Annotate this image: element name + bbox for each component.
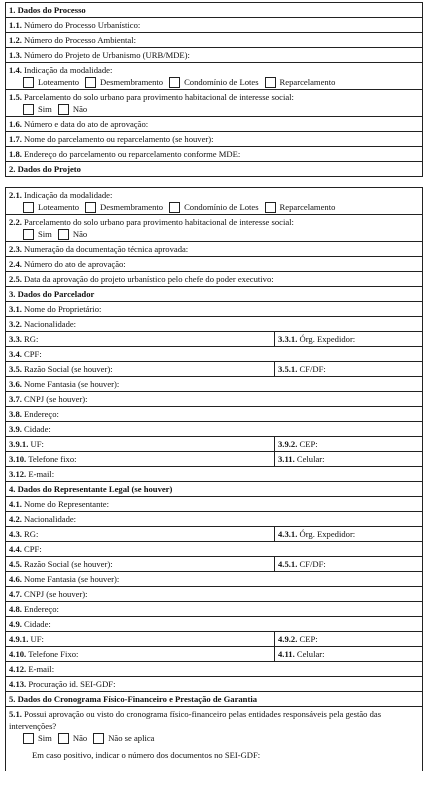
option-sim[interactable]: Sim [23,228,52,240]
checkbox[interactable] [85,77,96,88]
checkbox[interactable] [265,77,276,88]
field-3-9-1[interactable]: 3.9.1. UF: [6,437,275,451]
row-3-3 [6,332,422,347]
checkbox[interactable] [58,733,69,744]
field-2-1: 2.1. Indicação da modalidade: Loteamento Desmembramento Condomínio de Lotes Reparcelamento [6,188,422,215]
row-3-5 [6,362,422,377]
row-4-5 [6,557,422,572]
field-4-7[interactable]: 4.7. CNPJ (se houver): [6,587,422,602]
option-condominio-de-lotes[interactable]: Condomínio de Lotes [169,201,258,213]
option-loteamento[interactable]: Loteamento [23,76,79,88]
section-2 [5,187,423,771]
section-4-title: 4. Dados do Representante Legal (se houver) [6,482,422,497]
field-4-8[interactable]: 4.8. Endereço: [6,602,422,617]
field-4-11[interactable]: 4.11. Celular: [278,649,325,659]
option-nao[interactable]: Não [58,103,87,115]
option-sim[interactable]: Sim [23,103,52,115]
field-4-5-1[interactable]: 4.5.1. CF/DF: [278,559,326,569]
field-3-10[interactable]: 3.10. Telefone fixo: [6,452,275,466]
field-3-4[interactable]: 3.4. CPF: [6,347,422,362]
field-3-3-1[interactable]: 3.3.1. Órg. Expedidor: [278,334,356,344]
field-3-11[interactable]: 3.11. Celular: [278,454,325,464]
option-nao[interactable]: Não [58,228,87,240]
field-1-4: 1.4. Indicação da modalidade: Loteamento Desmembramento Condomínio de Lotes Reparcelamento [6,63,422,90]
option-nao-se-aplica[interactable]: Não se aplica [93,732,154,744]
checkbox[interactable] [93,733,104,744]
checkbox[interactable] [23,229,34,240]
option-desmembramento[interactable]: Desmembramento [85,76,163,88]
field-3-9-2[interactable]: 3.9.2. CEP: [278,439,318,449]
row-4-3 [6,527,422,542]
field-3-3[interactable]: 3.3. RG: [6,332,275,346]
section-5-title: 5. Dados do Cronograma Físico-Financeiro e Prestação de Garantia [6,692,422,707]
section-1 [5,2,423,177]
field-3-5-1[interactable]: 3.5.1. CF/DF: [278,364,326,374]
field-4-1[interactable]: 4.1. Nome do Representante: [6,497,422,512]
field-3-8[interactable]: 3.8. Endereço: [6,407,422,422]
field-3-5[interactable]: 3.5. Razão Social (se houver): [6,362,275,376]
checkbox[interactable] [85,202,96,213]
row-4-10 [6,647,422,662]
field-2-3[interactable]: 2.3. Numeração da documentação técnica aprovada: [6,242,422,257]
section-3-title: 3. Dados do Parcelador [6,287,422,302]
option-condominio-de-lotes[interactable]: Condomínio de Lotes [169,76,258,88]
field-4-4[interactable]: 4.4. CPF: [6,542,422,557]
field-3-7[interactable]: 3.7. CNPJ (se houver): [6,392,422,407]
field-4-3-1[interactable]: 4.3.1. Órg. Expedidor: [278,529,356,539]
field-2-5[interactable]: 2.5. Data da aprovação do projeto urbanístico pelo chefe do poder executivo: [6,272,422,287]
field-1-7[interactable]: 1.7. Nome do parcelamento ou reparcelamento (se houver): [6,132,422,147]
section-1-title: 1. Dados do Processo [6,3,422,18]
field-4-6[interactable]: 4.6. Nome Fantasia (se houver): [6,572,422,587]
field-3-2[interactable]: 3.2. Nacionalidade: [6,317,422,332]
checkbox[interactable] [23,77,34,88]
field-4-9-2[interactable]: 4.9.2. CEP: [278,634,318,644]
row-3-10 [6,452,422,467]
option-desmembramento[interactable]: Desmembramento [85,201,163,213]
checkbox[interactable] [265,202,276,213]
field-2-4[interactable]: 2.4. Número do ato de aprovação: [6,257,422,272]
field-5-1: 5.1. Possui aprovação ou visto do cronograma físico-financeiro pelas entidades responsáveis pela gestão das intervenções? Sim Não Não se aplica Em caso positivo, indicar o número dos documentos no SEI-GDF: [6,707,422,771]
field-4-13[interactable]: 4.13. Procuração id. SEI-GDF: [6,677,422,692]
row-4-9-1 [6,632,422,647]
field-1-1[interactable]: 1.1. Número do Processo Urbanístico: [6,18,422,33]
field-2-2: 2.2. Parcelamento do solo urbano para provimento habitacional de interesse social: Sim Não [6,215,422,242]
field-4-2[interactable]: 4.2. Nacionalidade: [6,512,422,527]
field-1-8[interactable]: 1.8. Endereço do parcelamento ou reparcelamento conforme MDE: [6,147,422,162]
field-3-9[interactable]: 3.9. Cidade: [6,422,422,437]
option-sim[interactable]: Sim [23,732,52,744]
checkbox[interactable] [169,77,180,88]
checkbox[interactable] [23,202,34,213]
field-3-1[interactable]: 3.1. Nome do Proprietário: [6,302,422,317]
option-reparcelamento[interactable]: Reparcelamento [265,76,336,88]
checkbox[interactable] [58,229,69,240]
field-4-3[interactable]: 4.3. RG: [6,527,275,541]
option-reparcelamento[interactable]: Reparcelamento [265,201,336,213]
field-1-3[interactable]: 1.3. Número do Projeto de Urbanismo (URB/MDE): [6,48,422,63]
field-4-9-1[interactable]: 4.9.1. UF: [6,632,275,646]
field-3-12[interactable]: 3.12. E-mail: [6,467,422,482]
checkbox[interactable] [169,202,180,213]
checkbox[interactable] [23,733,34,744]
field-3-6[interactable]: 3.6. Nome Fantasia (se houver): [6,377,422,392]
field-4-10[interactable]: 4.10. Telefone Fixo: [6,647,275,661]
field-1-5: 1.5. Parcelamento do solo urbano para provimento habitacional de interesse social: Sim Não [6,90,422,117]
sei-documents-note[interactable]: Em caso positivo, indicar o número dos documentos no SEI-GDF: [32,750,261,760]
field-4-9[interactable]: 4.9. Cidade: [6,617,422,632]
row-3-9-1 [6,437,422,452]
process-form [5,2,423,771]
checkbox[interactable] [23,104,34,115]
spacer [5,177,423,187]
option-loteamento[interactable]: Loteamento [23,201,79,213]
field-1-6[interactable]: 1.6. Número e data do ato de aprovação: [6,117,422,132]
checkbox[interactable] [58,104,69,115]
option-nao[interactable]: Não [58,732,87,744]
field-4-5[interactable]: 4.5. Razão Social (se houver): [6,557,275,571]
field-1-2[interactable]: 1.2. Número do Processo Ambiental: [6,33,422,48]
field-4-12[interactable]: 4.12. E-mail: [6,662,422,677]
section-2-title: 2. Dados do Projeto [6,162,422,177]
